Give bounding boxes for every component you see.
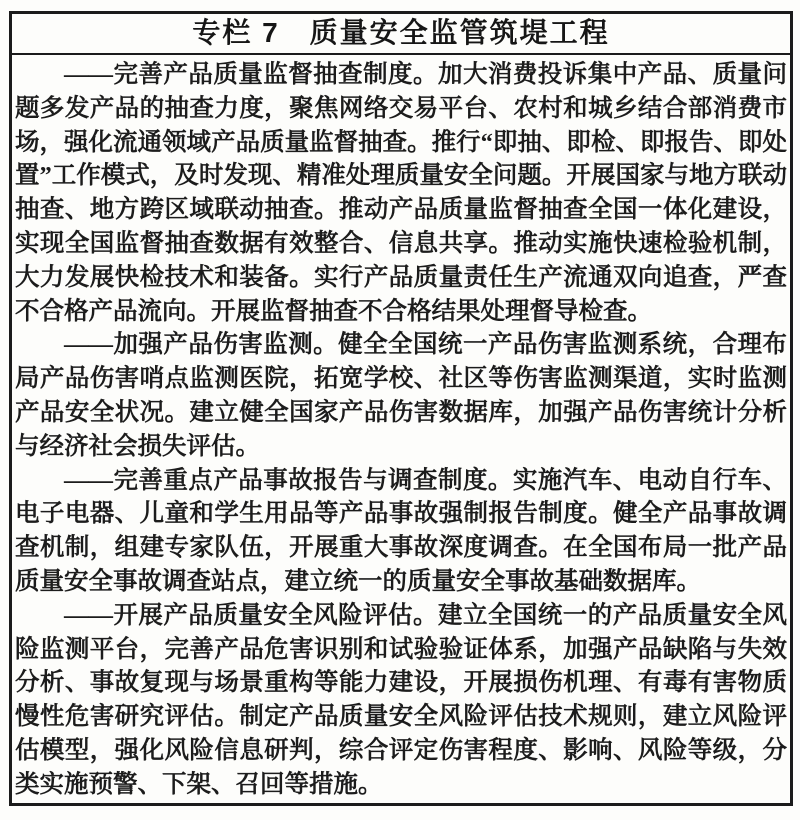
paragraph-accident-reporting: ——完善重点产品事故报告与调查制度。实施汽车、电动自行车、电子电器、儿童和学生用品等产品事故强制报告制度。健全产品事故调查机制，组建专家队伍，开展重大事故深度调查。在全国布局一批产品质量安全事故调查站点，建立统一的质量安全事故基础数据库。 [15,466,787,595]
paragraph-injury-monitoring: ——加强产品伤害监测。健全全国统一产品伤害监测系统，合理布局产品伤害哨点监测医院，拓宽学校、社区等伤害监测渠道，实时监测产品安全状况。建立健全国家产品伤害数据库，加强产品伤害统计分析与经济社会损失评估。 [15,331,787,460]
paragraph-sampling-inspection: ——完善产品质量监督抽查制度。加大消费投诉集中产品、质量问题多发产品的抽查力度，聚焦网络交易平台、农村和城乡结合部消费市场，强化流通领域产品质量监督抽查。推行“即抽、即检、即报告、即处置”工作模式，及时发现、精准处理质量安全问题。开展国家与地方联动抽查、地方跨区域联动抽查。推动产品质量监督抽查全国一体化建设，实现全国监督抽查数据有效整合、信息共享。推动实施快速检验机制，大力发展快检技术和装备。实行产品质量责任生产流通双向追查，严查不合格产品流向。开展监督抽查不合格结果处理督导检查。 [15,61,787,325]
box-title: 专栏 7 质量安全监管筑堤工程 [12,14,790,55]
box-body [12,55,790,802]
paragraph-risk-assessment: ——开展产品质量安全风险评估。建立全国统一的产品质量安全风险监测平台，完善产品危害识别和试验验证体系，加强产品缺陷与失效分析、事故复现与场景重构等能力建设，开展损伤机理、有毒有害物质慢性危害研究评估。制定产品质量安全风险评估技术规则，建立风险评估模型，强化风险信息研判，综合评定伤害程度、影响、风险等级，分类实施预警、下架、召回等措施。 [15,601,787,798]
column-box [9,11,793,806]
